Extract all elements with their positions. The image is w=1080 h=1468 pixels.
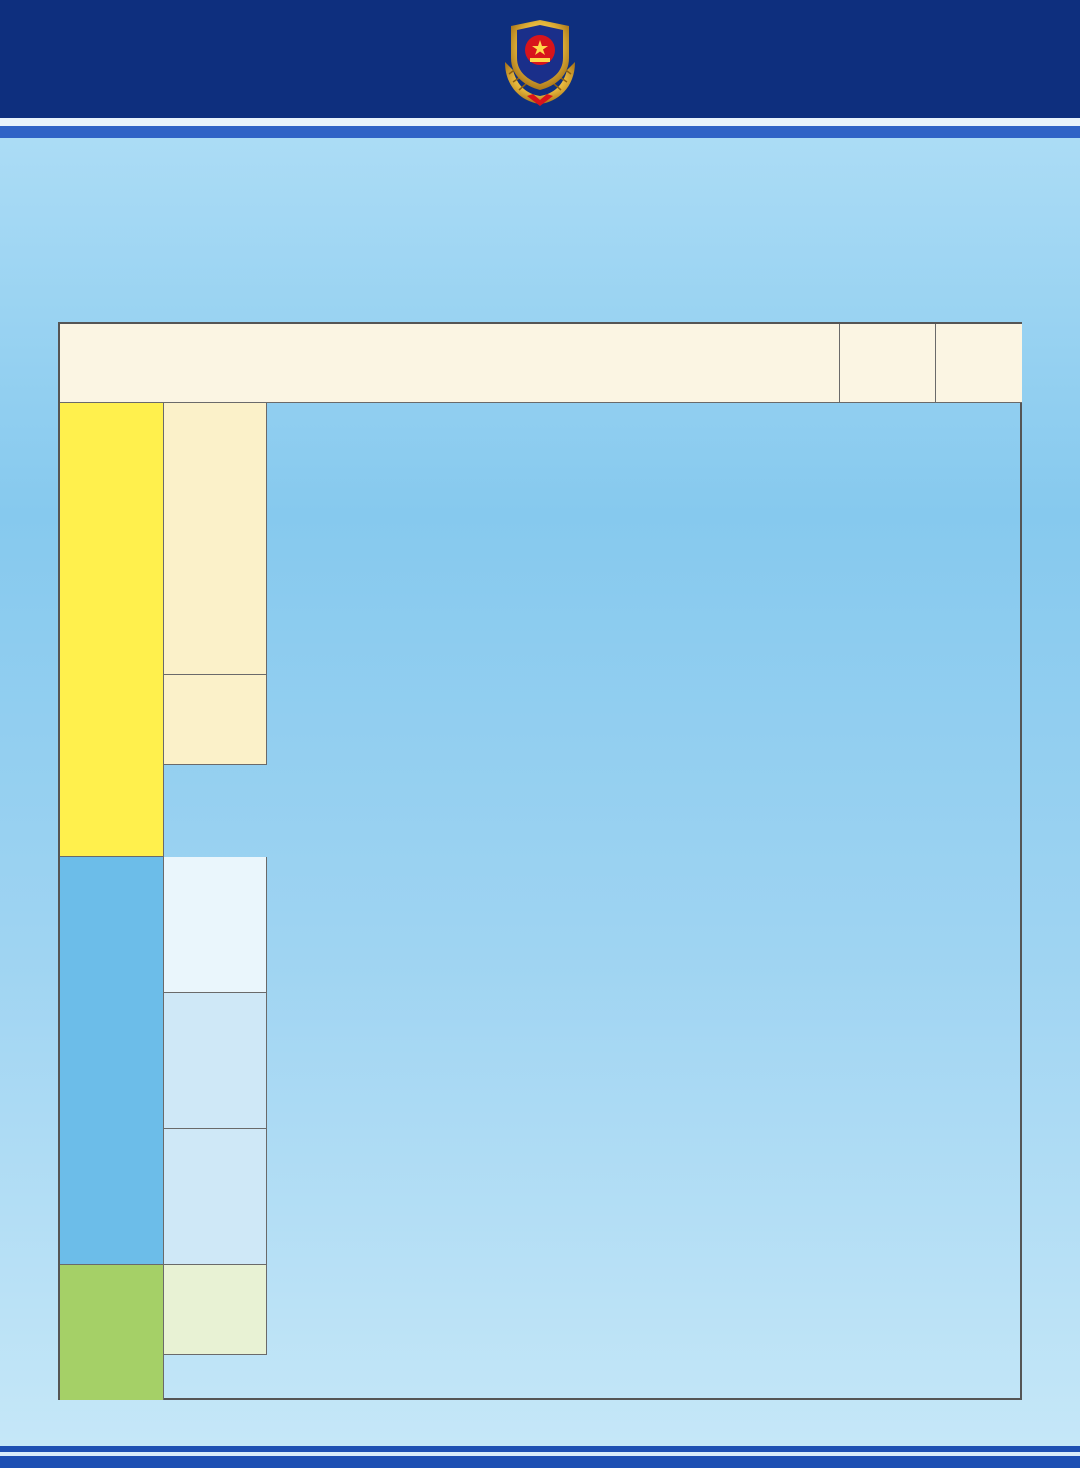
category-vehicle-plates [60,403,164,857]
header-banner [0,0,1080,118]
header-unit [840,324,936,403]
bottom-band [0,1446,1080,1468]
header-price [936,324,1022,403]
header-item [60,324,840,403]
category-exam-fee [60,857,164,1265]
fee-table [58,322,1022,1400]
subcategory-license-fee [164,675,267,765]
subcategory-ebike-plate [164,1265,267,1355]
bottom-band-light [0,1452,1080,1456]
header-stripe-light [0,118,1080,126]
subject-three [164,1129,267,1265]
police-emblem-icon [497,18,583,106]
subject-one [164,857,267,993]
header-stripe-blue [0,126,1080,138]
subject-two [164,993,267,1129]
subcategory-plate-fee [164,403,267,675]
category-ebike [60,1265,164,1400]
